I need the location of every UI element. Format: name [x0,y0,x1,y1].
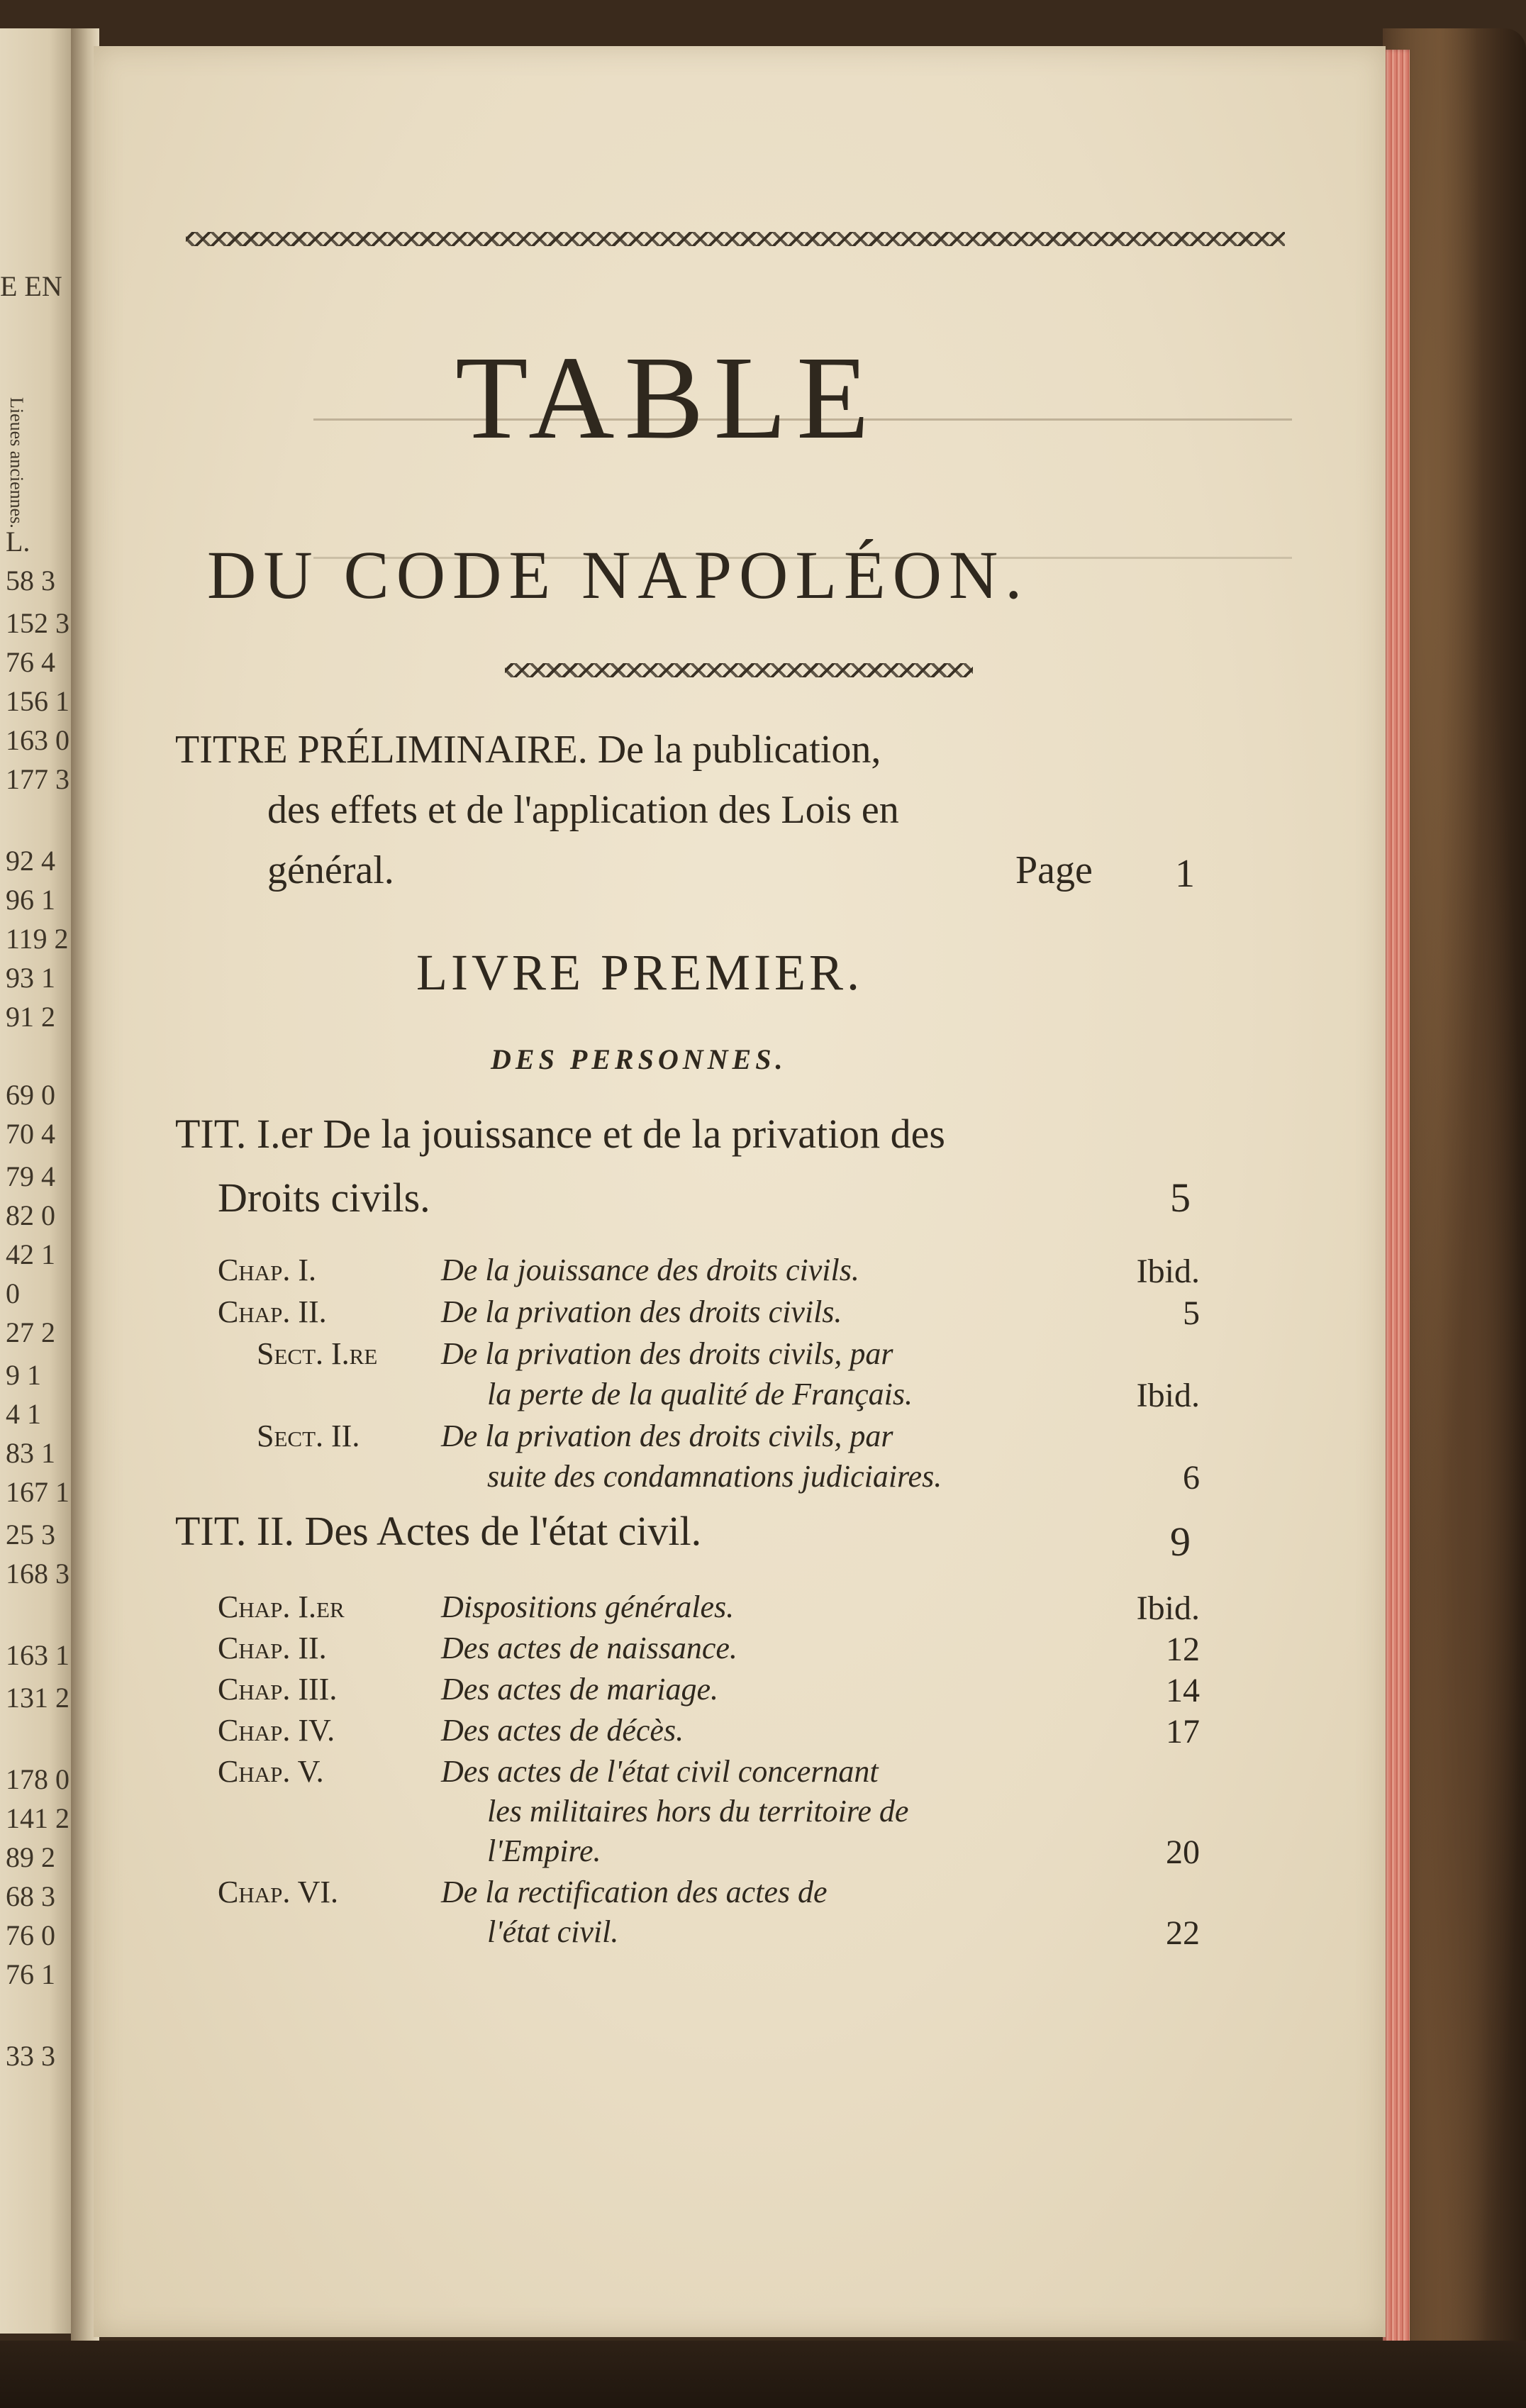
entry-page: Ibid. [1136,1377,1200,1414]
entry-title-line: De la privation des droits civils. [441,1294,842,1329]
page-title: TABLE [455,332,879,464]
left-page-row: 156 1 [6,685,69,717]
left-page-row: 42 1 [6,1238,55,1270]
entry-page: 6 [1183,1459,1200,1497]
entry-label: Chap. I. [218,1253,317,1287]
entry-page: 17 [1166,1713,1200,1750]
left-page-row: 4 1 [6,1398,41,1430]
left-page-row: 163 0 [6,724,69,756]
page-label: Page [1015,848,1093,892]
entry-title-line: Des actes de décès. [441,1713,684,1748]
left-page-row: 76 0 [6,1919,55,1951]
left-page-row: 141 2 [6,1802,69,1834]
titre-preliminaire-line2: des effets et de l'application des Lois en [267,788,899,832]
tit1-line1: TIT. I.er De la jouissance et de la privation des [175,1111,945,1157]
left-page-row: 76 1 [6,1958,55,1990]
entry-title-line: De la privation des droits civils, par [441,1336,893,1371]
left-page-row: 82 0 [6,1199,55,1231]
left-page-row: 89 2 [6,1841,55,1873]
right-page [94,46,1386,2337]
left-page-row: 93 1 [6,962,55,994]
entry-label: Chap. VI. [218,1875,338,1909]
entry-page: Ibid. [1136,1253,1200,1290]
entry-title-line: De la rectification des actes de [441,1875,828,1909]
left-page-row: 9 1 [6,1359,41,1391]
mid-ornament-rule [505,663,973,677]
entry-page: 12 [1166,1631,1200,1668]
left-page-row: 119 2 [6,923,69,955]
left-page-row: 131 2 [6,1682,69,1714]
book-bottom-edge [0,2341,1526,2408]
tit1-page: 5 [1170,1175,1191,1221]
page-subtitle: DU CODE NAPOLÉON. [207,537,1030,613]
entry-page: 20 [1166,1833,1200,1871]
entry-label: Chap. IV. [218,1713,335,1748]
left-page-row: 178 0 [6,1763,69,1795]
entry-title-line: De la privation des droits civils, par [441,1419,893,1453]
entry-label: Chap. III. [218,1672,338,1707]
left-page-row: 58 3 [6,565,55,597]
left-page-row: 92 4 [6,845,55,877]
left-page-row: 0 [6,1277,20,1309]
entry-label: Sect. I.re [257,1336,378,1371]
livre-heading: LIVRE PREMIER. [416,944,864,1001]
titre-preliminaire-page: 1 [1175,852,1195,896]
page-edges [1383,50,1410,2365]
left-page-row: 69 0 [6,1079,55,1111]
titre-preliminaire-line3: général. [267,848,394,892]
left-page-row: 33 3 [6,2040,55,2072]
entry-label: Chap. II. [218,1631,327,1665]
entry-title-line: les militaires hors du territoire de [487,1794,909,1829]
entry-title-line: la perte de la qualité de Français. [487,1377,913,1411]
tit2-page: 9 [1170,1519,1191,1565]
entry-title-line: Dispositions générales. [441,1589,735,1624]
left-page-row: 79 4 [6,1160,55,1192]
entry-title-line: Des actes de l'état civil concernant [441,1754,879,1789]
left-page-row: 70 4 [6,1118,55,1150]
left-page-row: 76 4 [6,646,55,678]
left-facing-page [0,28,71,2334]
livre-subheading: DES PERSONNES. [491,1043,787,1075]
left-page-row: 177 3 [6,763,69,795]
entry-label: Chap. I.er [218,1589,345,1624]
entry-page: 14 [1166,1672,1200,1709]
left-page-row: 168 3 [6,1558,69,1589]
left-page-row: 68 3 [6,1880,55,1912]
left-page-row: 167 1 [6,1476,69,1508]
left-page-row: 152 3 [6,607,69,639]
entry-title-line: l'état civil. [487,1914,619,1949]
entry-title-line: suite des condamnations judiciaires. [487,1459,942,1494]
left-page-row: 25 3 [6,1519,55,1550]
top-ornament-rule [186,232,1285,246]
left-page-header: E EN [0,270,62,302]
entry-page: 5 [1183,1294,1200,1332]
tit2-line1: TIT. II. Des Actes de l'état civil. [175,1508,702,1554]
entry-title-line: l'Empire. [487,1833,601,1868]
entry-title-line: De la jouissance des droits civils. [441,1253,859,1287]
left-page-row: L. [6,526,30,557]
left-page-rotated-header: Lieues anciennes. [6,397,27,528]
left-page-row: 96 1 [6,884,55,916]
entry-label: Chap. V. [218,1754,324,1789]
entry-title-line: Des actes de mariage. [441,1672,719,1707]
left-page-row: 27 2 [6,1316,55,1348]
left-page-row: 163 1 [6,1639,69,1671]
tit1-line2: Droits civils. [218,1175,430,1221]
left-page-row: 91 2 [6,1001,55,1033]
titre-preliminaire-line1: TITRE PRÉLIMINAIRE. De la publication, [175,728,881,772]
entry-page: Ibid. [1136,1589,1200,1627]
entry-label: Sect. II. [257,1419,360,1453]
left-page-row: 83 1 [6,1437,55,1469]
entry-title-line: Des actes de naissance. [441,1631,737,1665]
entry-page: 22 [1166,1914,1200,1952]
entry-label: Chap. II. [218,1294,327,1329]
